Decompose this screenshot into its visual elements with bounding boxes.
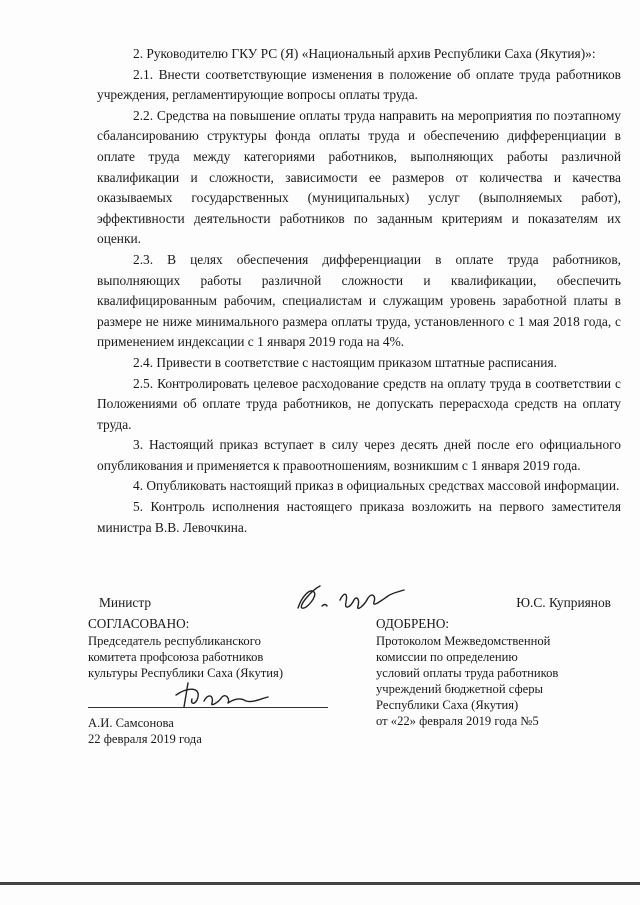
approved-line: учреждений бюджетной сферы: [376, 682, 543, 696]
paragraph-2-3: 2.3. В целях обеспечения дифференциации в оплате труда работников, выполняющих работы различной сложности и квалификации, обеспечить квалифицированным рабочим, специалистам и служащим уровень заработной платы в размере не ниже минимального размера оплаты труда, установленного с 1 мая 2018 года, с применением индексации с 1 января 2019 года на 4%.: [97, 251, 621, 350]
paragraph-2-1: 2.1. Внести соответствующие изменения в положение об оплате труда работников учреждения, регламентирующие вопросы оплаты труда.: [97, 66, 621, 103]
order-body: [97, 44, 621, 538]
paragraph-2-2: 2.2. Средства на повышение оплаты труда направить на мероприятия по поэтапному сбалансированию структуры фонда оплаты труда и обеспечению дифференциации в оплате труда между категориями работников, выполняющих работы различной квалификации и сложности, зависимости ее размеров от количества и качества оказываемых государственных (муниципальных) услуг (выполняемых работ), эффективности деятельности работников по заданным критериям и показателям их оценки.: [97, 107, 621, 247]
paragraph-2-4: 2.4. Привести в соответствие с настоящим приказом штатные расписания.: [133, 354, 557, 370]
scan-edge-rule: [0, 882, 640, 885]
approved-line: Протоколом Межведомственной: [376, 634, 551, 648]
agreed-line: комитета профсоюза работников: [88, 650, 264, 664]
agreed-heading: СОГЛАСОВАНО:: [88, 616, 190, 631]
minister-signature-icon: [292, 578, 422, 618]
approved-heading: ОДОБРЕНО:: [376, 616, 450, 631]
agreed-line: культуры Республики Саха (Якутия): [88, 666, 284, 680]
agreed-signature-area: [88, 685, 338, 715]
agreed-line: Председатель республиканского: [88, 634, 261, 648]
paragraph-2: 2. Руководителю ГКУ РС (Я) «Национальный архив Республики Саха (Якутия)»:: [133, 46, 596, 61]
paragraph-3: 3. Настоящий приказ вступает в силу через десять дней после его официального опубликования и применяется к правоотношениям, возникшим с 1 января 2019 года.: [97, 437, 621, 473]
approved-line: Республики Саха (Якутия): [376, 698, 519, 712]
approved-line: условий оплаты труда работников: [376, 666, 559, 680]
agreed-block: [88, 616, 338, 747]
approved-line: от «22» февраля 2019 года №5: [376, 714, 539, 728]
agreed-signature-line: [88, 707, 328, 708]
agreed-signer: А.И. Самсонова: [88, 716, 174, 730]
paragraph-5: 5. Контроль исполнения настоящего приказа возложить на первого заместителя министра В.В. Левочкина.: [97, 499, 621, 535]
paragraph-2-5: 2.5. Контролировать целевое расходование средств на оплату труда в соответствии с Положениями об оплате труда работников, не допускать перерасхода средств на оплату труда.: [97, 375, 621, 432]
paragraph-4: 4. Опубликовать настоящий приказ в официальных средствах массовой информации.: [133, 478, 620, 494]
minister-name: Ю.С. Куприянов: [516, 595, 611, 610]
minister-title: Министр: [99, 595, 152, 610]
approved-line: комиссии по определению: [376, 650, 518, 664]
approved-block: [376, 616, 616, 729]
minister-signature-row: [97, 592, 621, 616]
agreed-date: 22 февраля 2019 года: [88, 732, 202, 746]
